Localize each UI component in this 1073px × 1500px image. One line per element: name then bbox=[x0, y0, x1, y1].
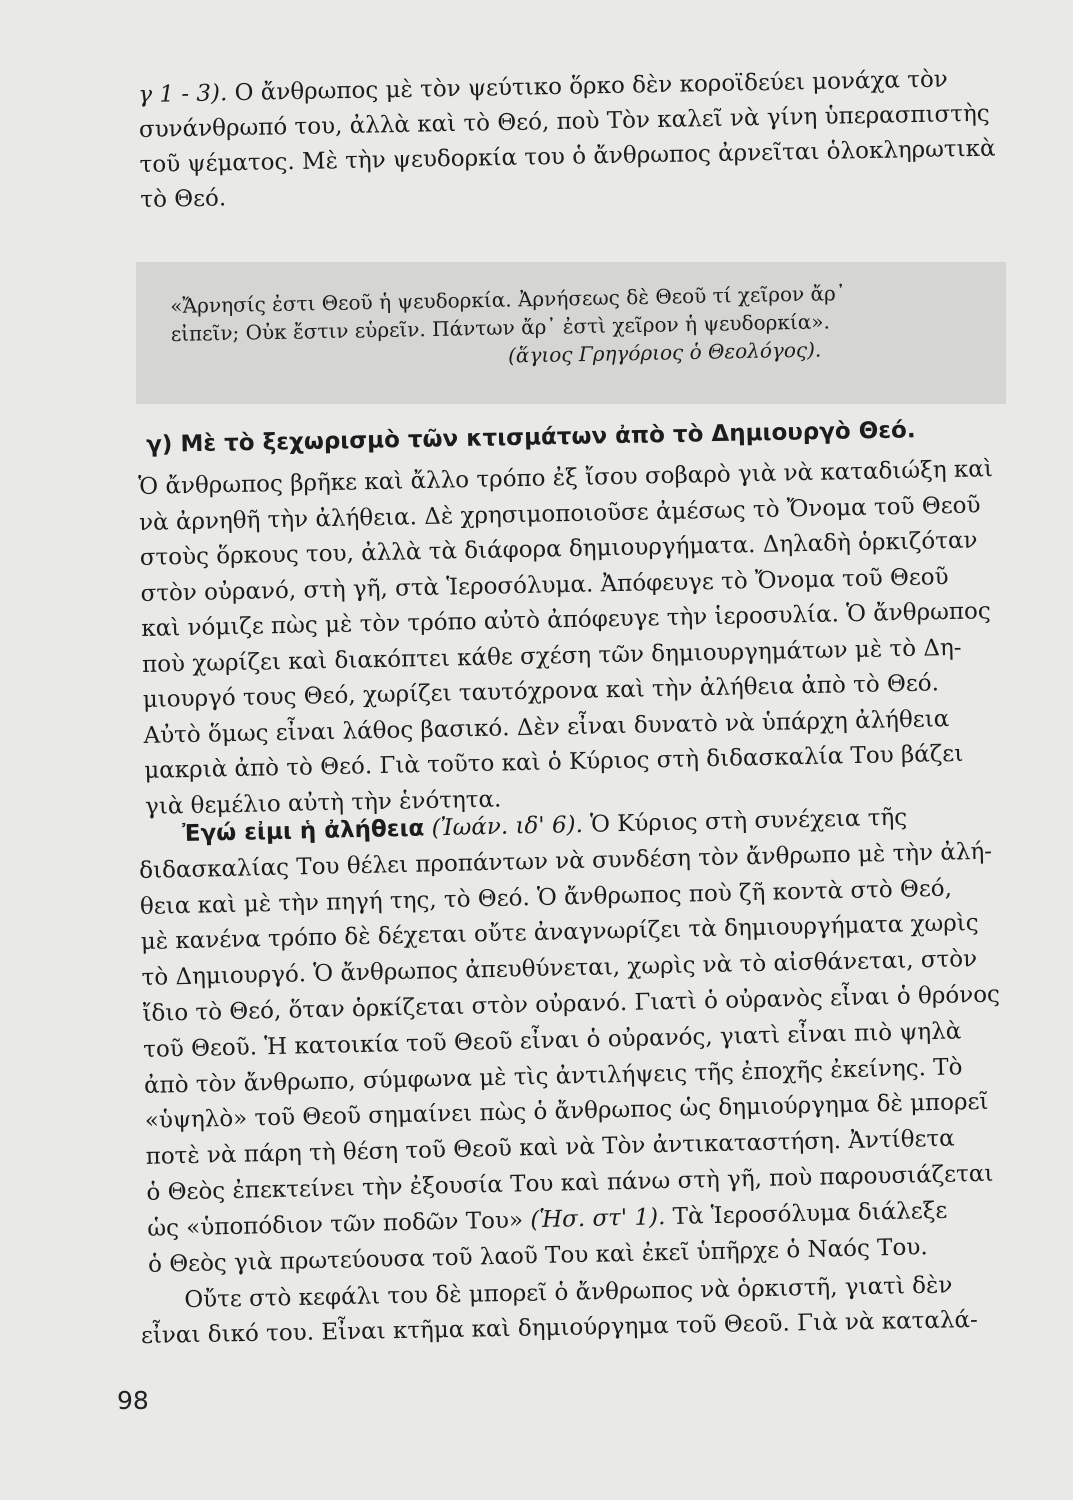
verse-reference: (Ἰωάν. ιδ' 6). bbox=[424, 811, 584, 842]
text-line: μὲ κανένα τρόπο δὲ δέχεται οὔτε ἀναγνωρίζει τὰ δημιουργήματα χωρὶς bbox=[140, 910, 979, 956]
text-line: συνάνθρωπό του, ἀλλὰ καὶ τὸ Θεό, ποὺ Τὸν καλεῖ νὰ γίνη ὑπερασπιστὴς bbox=[138, 100, 990, 143]
quote-line: «Ἄρνησίς ἐστι Θεοῦ ἡ ψευδορκία. Ἀρνήσεως δὲ Θεοῦ τί χεῖρον ἄρ᾽ bbox=[170, 281, 846, 318]
paragraph-3 bbox=[138, 799, 1001, 1283]
patristic-quote bbox=[170, 277, 971, 376]
text-line: διδασκαλίας Του θέλει προπάντων νὰ συνδέση τὸν ἄνθρωπο μὲ τὴν ἀλή- bbox=[138, 838, 993, 884]
text-line: τὸ Θεό. bbox=[140, 185, 227, 213]
text-line: Ἐγώ εἰμι ἡ ἀλήθεια (Ἰωάν. ιδ' 6). Ὁ Κύριος στὴ συνέχεια τῆς bbox=[182, 804, 908, 847]
text-line: μιουργό τους Θεό, χωρίζει ταυτόχρονα καὶ τὴν ἀλήθεια ἀπὸ τὸ Θεό. bbox=[142, 670, 940, 713]
text-line: ὡς «ὑποπόδιον τῶν ποδῶν Του» (Ἡσ. στ' 1). Τὰ Ἱεροσόλυμα διάλεξε bbox=[147, 1197, 948, 1242]
text-line: γ 1 - 3). Ο ἄνθρωπος μὲ τὸν ψεύτικο ὅρκο δὲν κοροϊδεύει μονάχα τὸν bbox=[138, 66, 949, 108]
page-number: 98 bbox=[117, 1386, 149, 1415]
text-line: στοὺς ὅρκους του, ἀλλὰ τὰ διάφορα δημιουργήματα. Δηλαδὴ ὁρκιζόταν bbox=[139, 527, 978, 571]
text-line: γιὰ θεμέλιο αὐτὴ τὴν ἑνότητα. bbox=[144, 785, 502, 820]
text-line: μακριὰ ἀπὸ τὸ Θεό. Γιὰ τοῦτο καὶ ὁ Κύριος στὴ διδασκαλία Του βάζει bbox=[144, 740, 964, 784]
text-line: καὶ νόμιζε πὼς μὲ τὸν τρόπο αὐτὸ ἀπόφευγε τὴν ἱεροσυλία. Ὁ ἄνθρωπος bbox=[141, 598, 991, 642]
text-line: στὸν οὐρανό, στὴ γῆ, στὰ Ἱεροσόλυμα. Ἀπόφευγε τὸ Ὄνομα τοῦ Θεοῦ bbox=[140, 563, 949, 607]
text-line: τοῦ ψέματος. Μὲ τὴν ψευδορκία του ὁ ἄνθρωπος ἀρνεῖται ὁλοκληρωτικὰ bbox=[139, 135, 996, 178]
text-line: ὁ Θεὸς ἐπεκτείνει τὴν ἐξουσία Του καὶ πάνω στὴ γῆ, ποὺ παρουσιάζεται bbox=[146, 1160, 994, 1206]
section-heading: γ) Μὲ τὸ ξεχωρισμὸ τῶν κτισμάτων ἀπὸ τὸ Δημιουργὸ Θεό. bbox=[146, 417, 916, 458]
text-line: ποτὲ νὰ πάρη τὴ θέση τοῦ Θεοῦ καὶ νὰ Τὸν ἀντικαταστήση. Ἀντίθετα bbox=[145, 1125, 955, 1171]
paragraph-2 bbox=[138, 452, 993, 825]
verse-reference: γ 1 - 3). bbox=[138, 80, 228, 108]
text-line: Ὁ ἄνθρωπος βρῆκε καὶ ἄλλο τρόπο ἐξ ἴσου σοβαρὸ γιὰ νὰ καταδιώξη καὶ bbox=[138, 456, 994, 500]
quote-line: εἰπεῖν; Οὐκ ἔστιν εὑρεῖν. Πάντων ἄρ᾽ ἐστὶ χεῖρον ἡ ψευδορκία». bbox=[170, 309, 831, 346]
text-line: Οὔτε στὸ κεφάλι του δὲ μπορεῖ ὁ ἄνθρωπος νὰ ὁρκιστῆ, γιατὶ δὲν bbox=[184, 1272, 953, 1314]
text-line: «ὑψηλὸ» τοῦ Θεοῦ σημαίνει πὼς ὁ ἄνθρωπος ὡς δημιούργημα δὲ μπορεῖ bbox=[144, 1089, 989, 1135]
text-line: Αὐτὸ ὅμως εἶναι λάθος βασικό. Δὲν εἶναι δυνατὸ νὰ ὑπάρχη ἀλήθεια bbox=[143, 705, 950, 749]
text-line: ποὺ χωρίζει καὶ διακόπτει κάθε σχέση τῶν δημιουργημάτων μὲ τὸ Δη- bbox=[141, 634, 962, 678]
text-line: εἶναι δικό του. Εἶναι κτῆμα καὶ δημιούργημα τοῦ Θεοῦ. Γιὰ νὰ καταλά- bbox=[140, 1306, 979, 1349]
quote-source: (ἅγιος Γρηγόριος ὁ Θεολόγος). bbox=[507, 337, 822, 368]
text-line: τοῦ Θεοῦ. Ἡ κατοικία τοῦ Θεοῦ εἶναι ὁ οὐρανός, γιατὶ εἶναι πιὸ ψηλὰ bbox=[142, 1018, 962, 1063]
paragraph-4 bbox=[140, 1268, 989, 1354]
text-line: ἴδιο τὸ Θεό, ὅταν ὁρκίζεται στὸν οὐρανό. Γιατὶ ὁ οὐρανὸς εἶναι ὁ θρόνος bbox=[142, 981, 1001, 1027]
bold-phrase: Ἐγώ εἰμι ἡ ἀλήθεια bbox=[182, 815, 425, 847]
text-line: ὁ Θεὸς γιὰ πρωτεύουσα τοῦ λαοῦ Του καὶ ἐκεῖ ὑπῆρχε ὁ Ναός Του. bbox=[147, 1233, 928, 1278]
text-line: ἀπὸ τὸν ἄνθρωπο, σύμφωνα μὲ τὶς ἀντιλήψεις τῆς ἐποχῆς ἐκείνης. Τὸ bbox=[143, 1053, 963, 1099]
paragraph-1 bbox=[138, 62, 996, 218]
text-line: θεια καὶ μὲ τὴν πηγή της, τὸ Θεό. Ὁ ἄνθρωπος ποὺ ζῆ κοντὰ στὸ Θεό, bbox=[139, 875, 953, 920]
verse-reference: (Ἡσ. στ' 1). bbox=[522, 1203, 666, 1234]
text-line: νὰ ἀρνηθῆ τὴν ἀλήθεια. Δὲ χρησιμοποιοῦσε ἀμέσως τὸ Ὄνομα τοῦ Θεοῦ bbox=[138, 491, 981, 536]
text-line: τὸ Δημιουργό. Ὁ ἄνθρωπος ἀπευθύνεται, χωρὶς νὰ τὸ αἰσθάνεται, στὸν bbox=[141, 946, 978, 992]
